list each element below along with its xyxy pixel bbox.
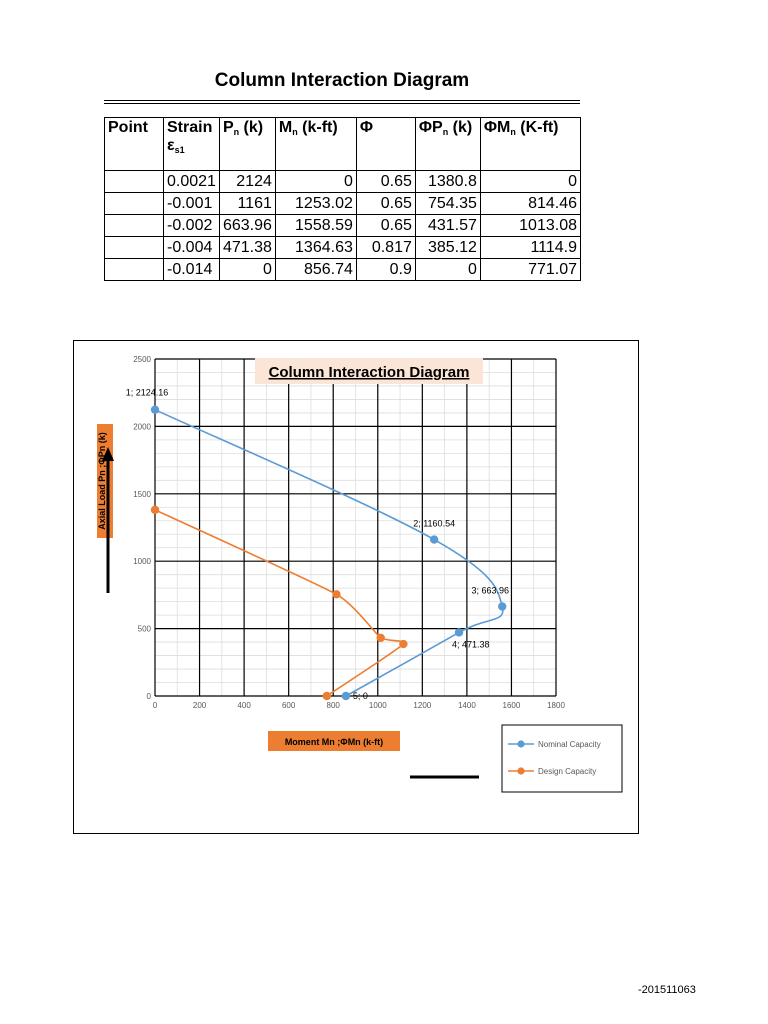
cell-phi-mn: 771.07 bbox=[480, 259, 580, 281]
x-tick-label: 1400 bbox=[457, 701, 476, 710]
cell-mn: 0 bbox=[275, 171, 356, 193]
legend-swatch-marker bbox=[517, 740, 524, 747]
data-point-marker bbox=[151, 405, 159, 413]
cell-strain: -0.001 bbox=[164, 193, 220, 215]
x-tick-label: 1200 bbox=[413, 701, 432, 710]
cell-pn: 471.38 bbox=[219, 237, 275, 259]
cell-point bbox=[105, 193, 164, 215]
data-point-marker bbox=[430, 535, 438, 543]
cell-phi: 0.65 bbox=[356, 171, 415, 193]
table-row bbox=[105, 193, 581, 215]
header-pn: $P_n$ (k) bbox=[219, 118, 275, 171]
results-table bbox=[104, 117, 581, 281]
cell-phi-mn: 1013.08 bbox=[480, 215, 580, 237]
legend-entry: Nominal Capacity bbox=[538, 740, 601, 749]
legend-entry: Design Capacity bbox=[538, 767, 597, 776]
footer-id: -201511063 bbox=[638, 984, 696, 996]
cell-phi: 0.9 bbox=[356, 259, 415, 281]
cell-pn: 0 bbox=[219, 259, 275, 281]
y-tick-label: 1500 bbox=[133, 489, 151, 499]
header-phi-mn: $\Phi M_n$ (K-ft) bbox=[480, 118, 580, 171]
cell-strain: -0.002 bbox=[164, 215, 220, 237]
data-label: 3; 663.96 bbox=[471, 585, 509, 596]
cell-phi-pn: 1380.8 bbox=[415, 171, 480, 193]
x-tick-label: 800 bbox=[326, 701, 340, 710]
cell-phi-pn: 431.57 bbox=[415, 215, 480, 237]
data-label: 4; 471.38 bbox=[452, 639, 490, 650]
cell-point bbox=[105, 215, 164, 237]
data-point-marker bbox=[332, 590, 340, 598]
header-mn: $M_n$ (k-ft) bbox=[275, 118, 356, 171]
cell-point bbox=[105, 259, 164, 281]
x-tick-label: 1000 bbox=[368, 701, 387, 710]
x-tick-label: 200 bbox=[192, 701, 207, 710]
cell-strain: 0.0021 bbox=[164, 171, 220, 193]
cell-phi-mn: 1114.9 bbox=[480, 237, 580, 259]
cell-point bbox=[105, 171, 164, 193]
x-axis-label: Moment Mn ;ΦMn (k-ft) bbox=[284, 737, 384, 747]
cell-mn: 1558.59 bbox=[275, 215, 356, 237]
cell-point bbox=[105, 237, 164, 259]
cell-pn: 663.96 bbox=[219, 215, 275, 237]
title-rule-bottom bbox=[104, 103, 580, 104]
y-tick-label: 500 bbox=[137, 624, 151, 634]
table-header-row bbox=[105, 118, 581, 171]
x-tick-label: 600 bbox=[281, 701, 296, 710]
cell-strain: -0.004 bbox=[164, 237, 220, 259]
data-point-marker bbox=[376, 634, 384, 642]
x-tick-label: 400 bbox=[237, 701, 251, 710]
interaction-chart bbox=[74, 341, 640, 835]
data-point-marker bbox=[399, 640, 407, 648]
cell-phi-mn: 0 bbox=[480, 171, 580, 193]
data-point-marker bbox=[342, 692, 350, 700]
x-tick-label: 1600 bbox=[502, 701, 521, 710]
chart-title: Column Interaction Diagram bbox=[268, 364, 470, 381]
title-rule-top bbox=[104, 100, 580, 101]
data-label: 1; 2124.16 bbox=[125, 387, 169, 398]
y-tick-label: 0 bbox=[146, 692, 151, 701]
document-title: Column Interaction Diagram bbox=[214, 70, 470, 91]
cell-phi: 0.65 bbox=[356, 193, 415, 215]
data-point-marker bbox=[498, 602, 506, 610]
table-row bbox=[105, 171, 581, 193]
cell-phi: 0.65 bbox=[356, 215, 415, 237]
header-strain: Strain $\varepsilon_{s1}$ bbox=[164, 118, 220, 171]
cell-phi-pn: 385.12 bbox=[415, 237, 480, 259]
cell-mn: 856.74 bbox=[275, 259, 356, 281]
data-point-marker bbox=[455, 628, 463, 636]
data-label: 5; 0 bbox=[352, 691, 368, 701]
cell-pn: 1161 bbox=[219, 193, 275, 215]
cell-strain: -0.014 bbox=[164, 259, 220, 281]
data-point-marker bbox=[323, 692, 331, 700]
cell-mn: 1364.63 bbox=[275, 237, 356, 259]
y-axis-label: Axial Load Pn ;ΦPn (k) bbox=[97, 432, 107, 530]
cell-phi-pn: 754.35 bbox=[415, 193, 480, 215]
y-tick-label: 2000 bbox=[133, 422, 151, 432]
nominal-capacity-line bbox=[155, 410, 503, 696]
table-row bbox=[105, 215, 581, 237]
design-capacity-line bbox=[155, 510, 404, 696]
y-tick-label: 2500 bbox=[133, 355, 151, 364]
chart-frame bbox=[73, 340, 639, 834]
header-phi: Φ bbox=[356, 118, 415, 171]
x-tick-label: 0 bbox=[152, 701, 158, 710]
cell-pn: 2124 bbox=[219, 171, 275, 193]
table-row bbox=[105, 259, 581, 281]
data-label: 2; 1160.54 bbox=[413, 518, 456, 529]
legend-box bbox=[502, 725, 622, 792]
cell-phi-mn: 814.46 bbox=[480, 193, 580, 215]
header-phi-pn: $\Phi P_n$ (k) bbox=[415, 118, 480, 171]
cell-mn: 1253.02 bbox=[275, 193, 356, 215]
header-point: Point bbox=[105, 118, 164, 171]
table-row bbox=[105, 237, 581, 259]
legend-swatch-marker bbox=[517, 767, 524, 774]
x-tick-label: 1800 bbox=[547, 701, 565, 710]
data-point-marker bbox=[151, 506, 159, 514]
y-tick-label: 1000 bbox=[133, 557, 151, 567]
cell-phi-pn: 0 bbox=[415, 259, 480, 281]
cell-phi: 0.817 bbox=[356, 237, 415, 259]
